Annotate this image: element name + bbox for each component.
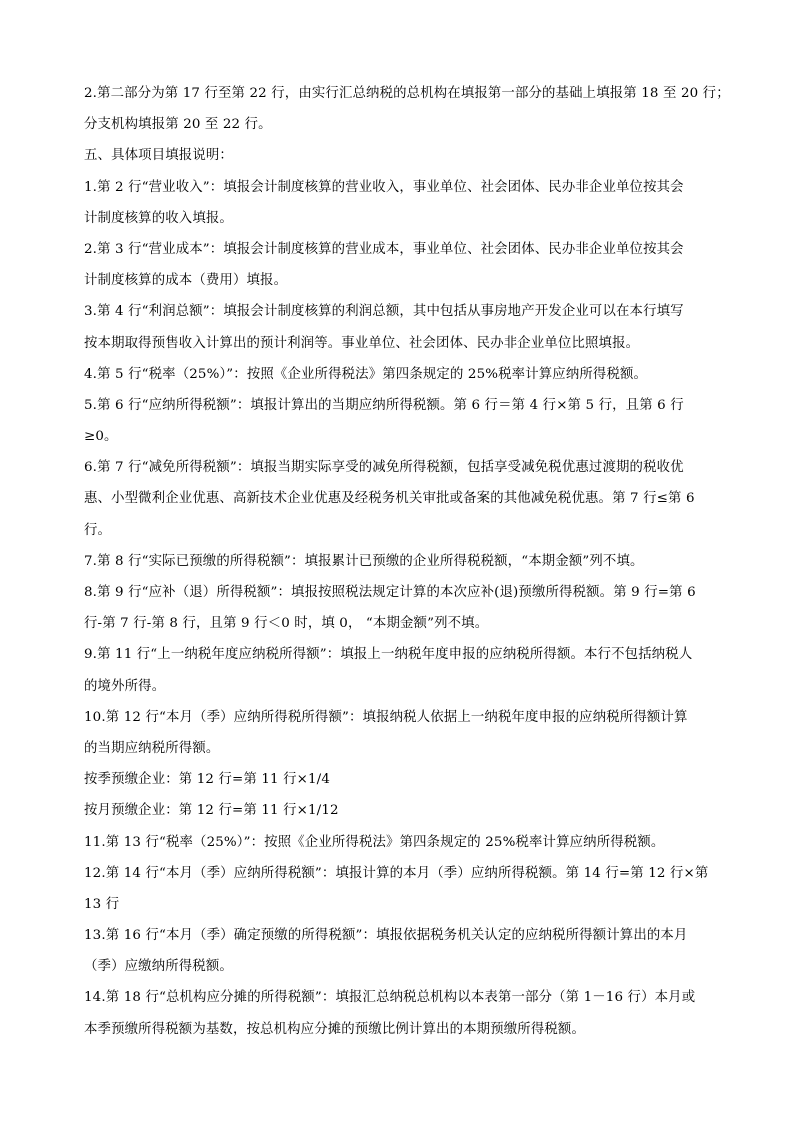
text-line: 计制度核算的成本（费用）填报。 [84,273,288,289]
text-line: 10.第 12 行“本月（季）应纳所得税所得额”：填报纳税人依据上一纳税年度申报的应纳税所得额计算 [84,709,688,725]
text-line: 7.第 8 行“实际已预缴的所得税额”：填报累计已预缴的企业所得税税额，“本期金额”列不填。 [84,553,644,569]
text-line: 本季预缴所得税额为基数，按总机构应分摊的预缴比例计算出的本期预缴所得税额。 [84,1021,586,1037]
text-line: 分支机构填报第 20 至 22 行。 [84,117,272,133]
text-line: 9.第 11 行“上一纳税年度应纳税所得额”：填报上一纳税年度申报的应纳税所得额。本行不包括纳税人 [84,647,693,663]
text-line: 5.第 6 行“应纳所得税额”：填报计算出的当期应纳所得税额。第 6 行＝第 4 行×第 5 行，且第 6 行 [84,397,684,413]
text-line: 惠、小型微利企业优惠、高新技术企业优惠及经税务机关审批或备案的其他减免税优惠。第 7 行≤第 6 [84,491,695,507]
text-line: 6.第 7 行“减免所得税额”：填报当期实际享受的减免所得税额，包括享受减免税优惠过渡期的税收优 [84,460,684,476]
formula-line: 按月预缴企业：第 12 行=第 11 行×1/12 [84,803,339,819]
text-line: 4.第 5 行“税率（25%）”：按照《企业所得税法》第四条规定的 25%税率计算应纳所得税额。 [84,366,648,382]
text-line: （季）应缴纳所得税额。 [84,959,233,975]
text-line: ≥0。 [84,429,118,445]
text-line: 行-第 7 行-第 8 行，且第 9 行＜0 时，填 0， “本期金额”列不填。 [84,616,489,632]
text-line: 计制度核算的收入填报。 [84,210,233,226]
text-line: 行。 [84,522,112,538]
text-line: 2.第二部分为第 17 行至第 22 行，由实行汇总纳税的总机构在填报第一部分的基础上填报第 18 至 20 行； [84,86,730,101]
section-heading: 五、具体项目填报说明： [84,148,233,164]
text-line: 11.第 13 行“税率（25%）”：按照《企业所得税法》第四条规定的 25%税率计算应纳所得税额。 [84,834,665,850]
text-line: 13 行 [84,896,120,912]
text-line: 的境外所得。 [84,678,166,694]
text-line: 2.第 3 行“营业成本”：填报会计制度核算的营业成本，事业单位、社会团体、民办非企业单位按其会 [84,241,684,257]
text-line: 14.第 18 行“总机构应分摊的所得税额”：填报汇总纳税总机构以本表第一部分（第 1－16 行）本月或 [84,990,696,1006]
document-body [84,78,730,1045]
text-line: 的当期应纳税所得额。 [84,740,220,756]
text-line: 13.第 16 行“本月（季）确定预缴的所得税额”：填报依据税务机关认定的应纳税所得额计算出的本月 [84,928,688,944]
text-line: 3.第 4 行“利润总额”：填报会计制度核算的利润总额，其中包括从事房地产开发企业可以在本行填写 [84,304,684,320]
text-line: 1.第 2 行“营业收入”：填报会计制度核算的营业收入，事业单位、社会团体、民办非企业单位按其会 [84,179,684,195]
text-line: 8.第 9 行“应补（退）所得税额”：填报按照税法规定计算的本次应补(退)预缴所得税额。第 9 行=第 6 [84,585,696,600]
text-line: 按本期取得预售收入计算出的预计利润等。事业单位、社会团体、民办非企业单位比照填报。 [84,335,640,351]
text-line: 12.第 14 行“本月（季）应纳所得税额”：填报计算的本月（季）应纳所得税额。第 14 行=第 12 行×第 [84,865,709,881]
formula-line: 按季预缴企业：第 12 行=第 11 行×1/4 [84,772,330,788]
